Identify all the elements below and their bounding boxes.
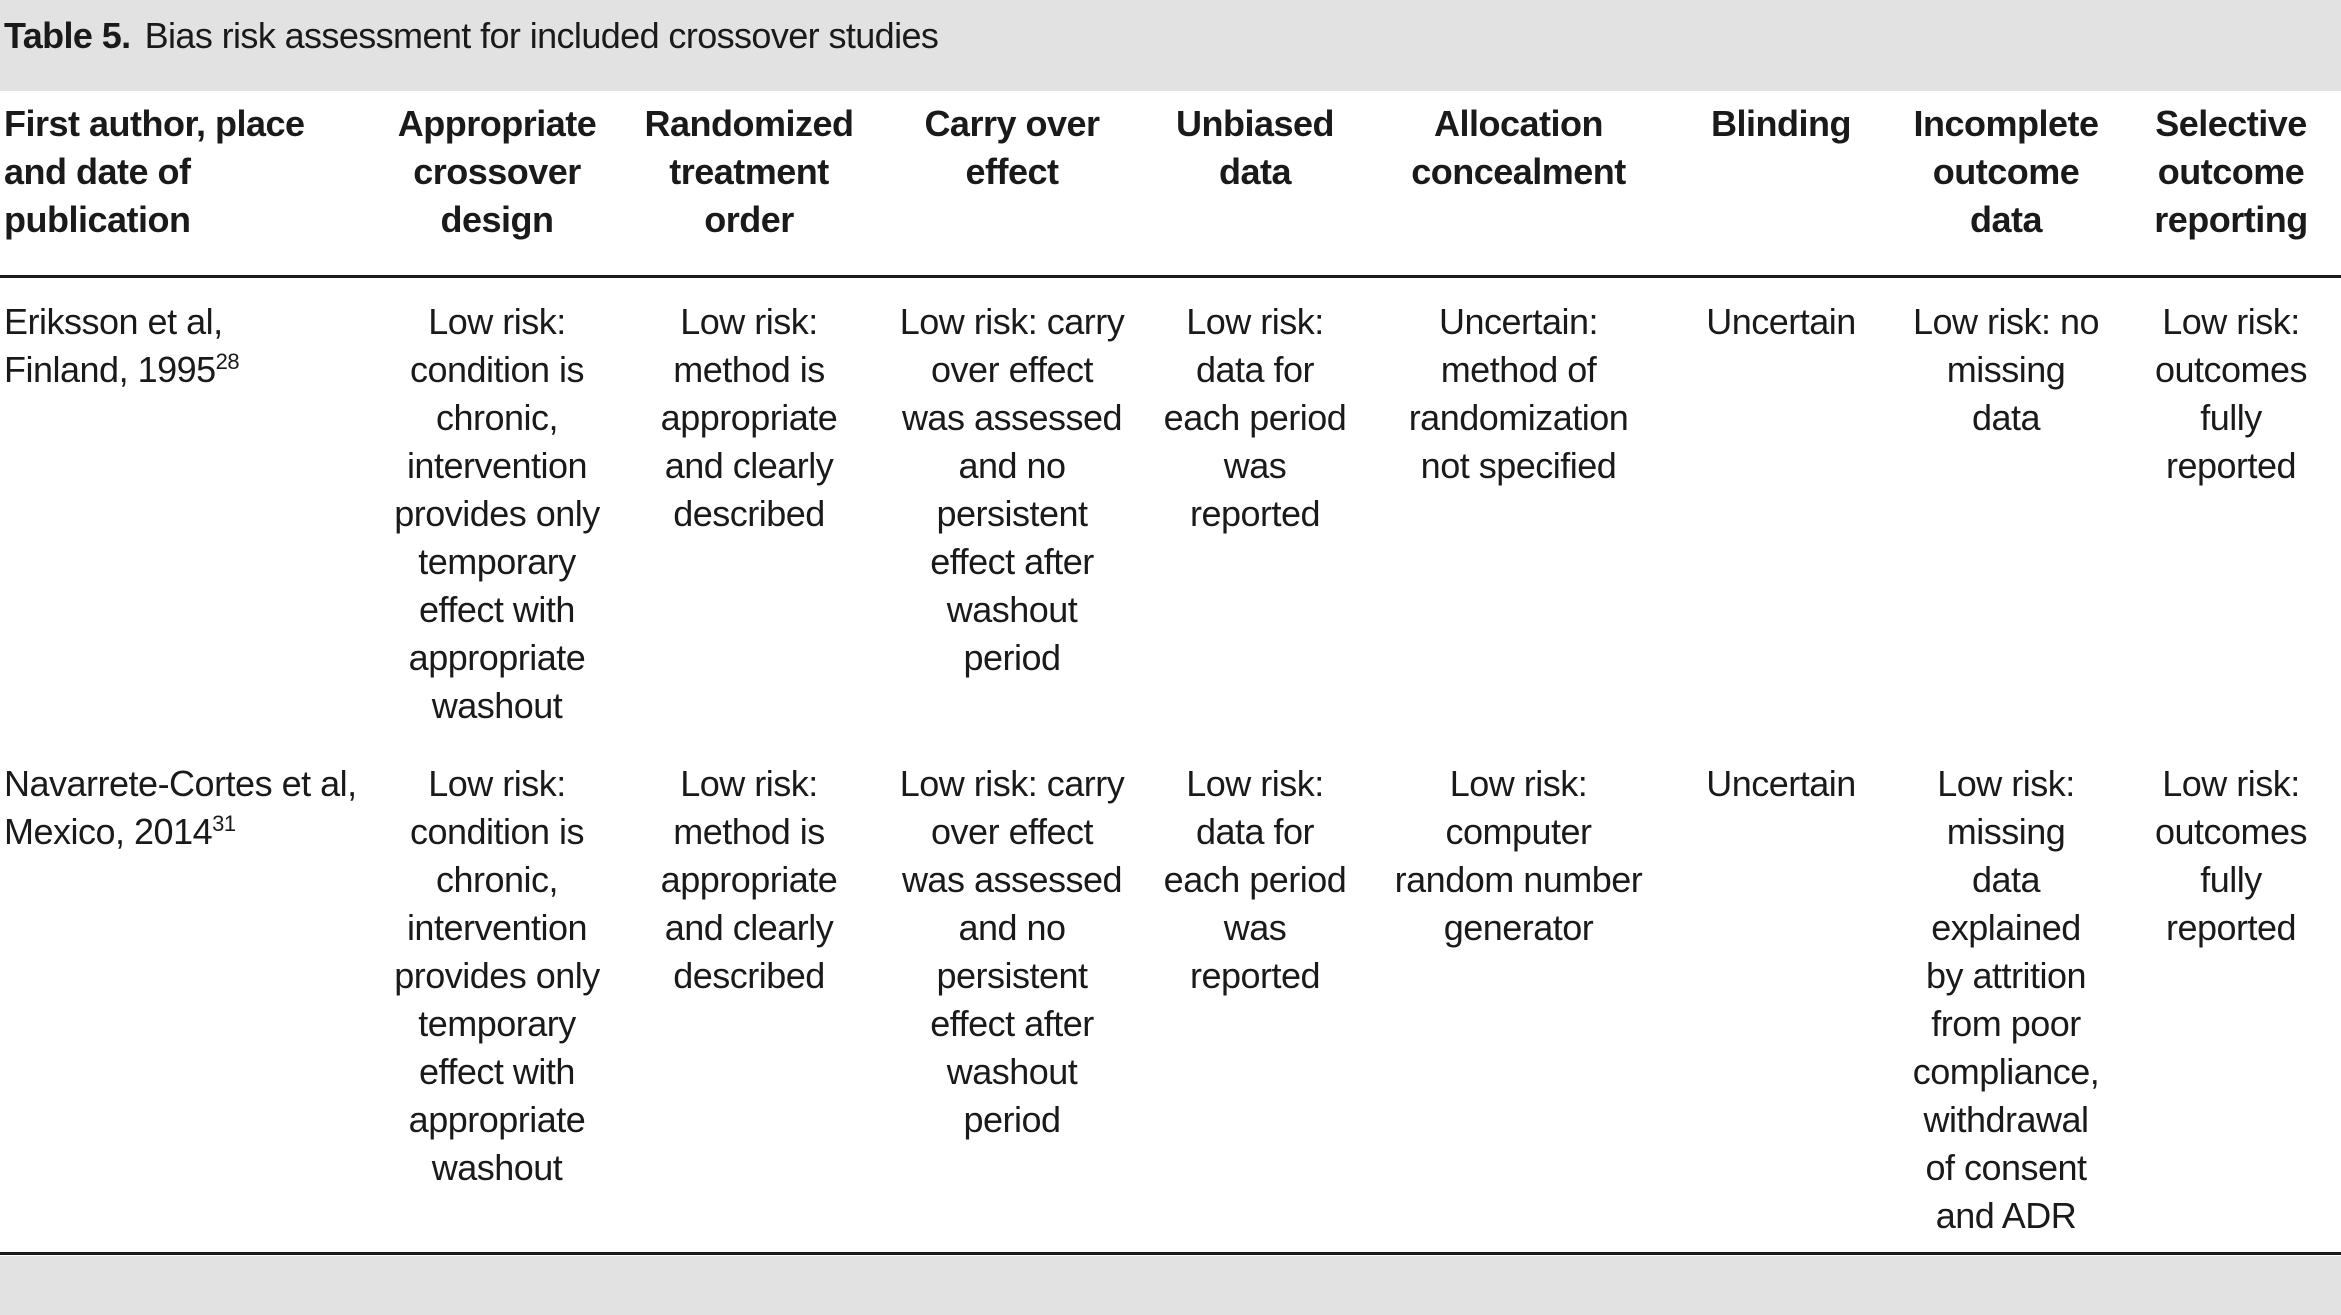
reference-superscript: 31 [212,811,236,836]
header-selective: Selective outcome reporting [2154,103,2308,240]
cell-crossover-design: Low risk: condition is chronic, intervention provides only temporary effect with appropriate washout [394,763,600,1188]
footer-bar [0,1256,2341,1315]
table-caption-label: Table 5. [4,15,131,56]
cell-selective: Low risk: outcomes fully reported [2154,301,2308,486]
table-row [0,740,2341,1240]
cell-author: Navarrete-Cortes et al, Mexico, 2014$^{31}$ [4,763,357,852]
cell-randomized-order: Low risk: method is appropriate and clearly described [660,301,838,534]
table-caption [4,14,938,58]
header-allocation: Allocation concealment [1411,103,1626,192]
header-author: First author, place and date of publication [4,103,305,240]
cell-unbiased-data: Low risk: data for each period was reported [1163,763,1347,996]
cell-blinding: Uncertain [1706,763,1856,804]
cell-crossover-design: Low risk: condition is chronic, intervention provides only temporary effect with appropriate washout [394,301,600,726]
header-blinding: Blinding [1711,103,1851,144]
cell-unbiased-data: Low risk: data for each period was reported [1163,301,1347,534]
table-bottom-rule [0,1252,2341,1255]
cell-carry-over: Low risk: carry over effect was assessed and no persistent effect after washout period [899,763,1125,1140]
bias-risk-table [0,100,2341,1240]
header-randomized-order: Randomized treatment order [644,103,854,240]
header-divider [0,275,2341,278]
header-unbiased-data: Unbiased data [1175,103,1335,192]
table-row [0,278,2341,740]
cell-allocation: Uncertain: method of randomization not specified [1408,301,1629,486]
header-row [0,100,2341,278]
header-carry-over: Carry over effect [924,103,1100,192]
cell-allocation: Low risk: computer random number generator [1394,763,1643,948]
caption-bar [0,0,2341,91]
cell-incomplete: Low risk: missing data explained by attrition from poor compliance, withdrawal of consent and ADR [1912,763,2100,1236]
header-crossover-design: Appropriate crossover design [397,103,597,240]
header-incomplete: Incomplete outcome data [1913,103,2099,240]
cell-blinding: Uncertain [1706,301,1856,342]
cell-selective: Low risk: outcomes fully reported [2154,763,2308,948]
cell-carry-over: Low risk: carry over effect was assessed and no persistent effect after washout period [899,301,1125,678]
cell-randomized-order: Low risk: method is appropriate and clearly described [660,763,838,996]
table-caption-title: Bias risk assessment for included crossover studies [144,15,939,56]
cell-incomplete: Low risk: no missing data [1912,301,2100,438]
reference-superscript: 28 [215,349,240,374]
cell-author: Eriksson et al, Finland, 1995$^{28}$ [4,301,240,390]
